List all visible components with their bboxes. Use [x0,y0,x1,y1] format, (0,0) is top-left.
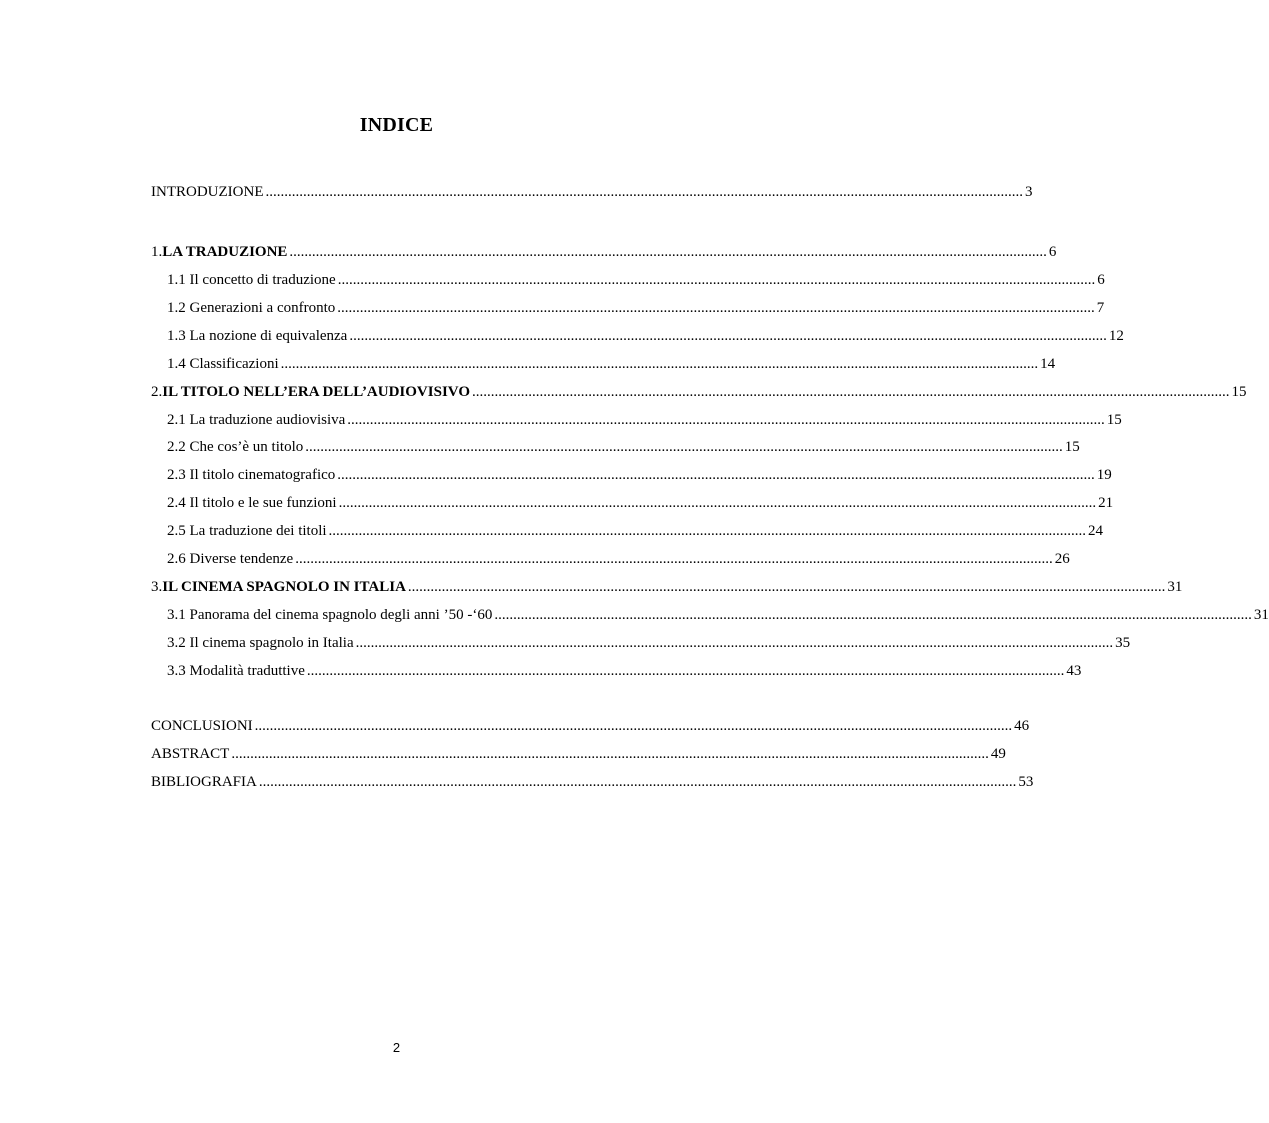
toc-entry-2-1[interactable] [167,410,1122,430]
toc-leader: .......................................................................................................................................................................................................... [280,356,1039,372]
toc-leader: .......................................................................................................................................................................................................... [265,184,1023,200]
toc-entry-bibliografia[interactable] [151,772,1034,792]
toc-leader: .......................................................................................................................................................................................................... [349,328,1107,344]
toc-page: 31 [1253,607,1269,623]
toc-label: INTRODUZIONE [151,184,264,200]
page-title: INDICE [359,114,434,136]
toc-page: 53 [1018,774,1034,790]
toc-entry-chapter-2[interactable] [151,382,1247,402]
toc-leader: .......................................................................................................................................................................................................... [305,439,1063,455]
toc-page: 12 [1108,328,1124,344]
toc-entry-2-5[interactable] [167,521,1104,541]
toc-entry-1-4[interactable] [167,354,1056,374]
toc-page: 46 [1014,718,1030,734]
toc-entry-chapter-3[interactable] [151,577,1183,597]
toc-leader: .......................................................................................................................................................................................................... [471,384,1230,400]
toc-label: 2.2 Che cos’è un titolo [167,439,304,455]
toc-label: 1.1 Il concetto di traduzione [167,272,336,288]
toc-leader: .......................................................................................................................................................................................................... [338,495,1097,511]
toc-page: 35 [1115,635,1131,651]
toc-leader: .......................................................................................................................................................................................................... [295,551,1053,567]
toc-label: 3.1 Panorama del cinema spagnolo degli anni ’50 -‘60 [167,607,493,623]
toc-entry-1-3[interactable] [167,326,1124,346]
toc-entry-3-2[interactable] [167,633,1131,653]
toc-leader: .......................................................................................................................................................................................................... [254,718,1013,734]
toc-leader: .......................................................................................................................................................................................................... [231,746,989,762]
toc-entry-3-1[interactable] [167,605,1269,625]
toc-label: 2.4 Il titolo e le sue funzioni [167,495,337,511]
toc-page: 49 [990,746,1006,762]
toc-chapter-number: 2. [151,384,163,400]
toc-leader: .......................................................................................................................................................................................................... [355,635,1114,651]
toc-leader: .......................................................................................................................................................................................................... [337,272,1096,288]
toc-entry-abstract[interactable] [151,744,1006,764]
toc-page: 7 [1096,300,1105,316]
toc-leader: .......................................................................................................................................................................................................... [337,467,1095,483]
toc-page: 24 [1088,523,1104,539]
toc-page: 21 [1098,495,1114,511]
toc-entry-chapter-1[interactable] [151,242,1057,262]
toc-label: BIBLIOGRAFIA [151,774,257,790]
toc-page: 43 [1066,663,1082,679]
toc-leader: .......................................................................................................................................................................................................... [347,412,1105,428]
toc-entry-3-3[interactable] [167,661,1082,681]
page-number: 2 [392,1040,401,1055]
toc-entry-1-2[interactable] [167,298,1105,318]
toc-page: 19 [1096,467,1112,483]
toc-label: 1.3 La nozione di equivalenza [167,328,348,344]
toc-label: 1.2 Generazioni a confronto [167,300,336,316]
toc-label: CONCLUSIONI [151,718,253,734]
toc-leader: .......................................................................................................................................................................................................... [337,300,1095,316]
toc-label: LA TRADUZIONE [162,244,288,260]
toc-page: 6 [1048,244,1057,260]
toc-page: 3 [1024,184,1033,200]
toc-entry-2-4[interactable] [167,493,1114,513]
toc-entry-2-3[interactable] [167,465,1112,485]
toc-label: 1.4 Classificazioni [167,356,279,372]
toc-label: 2.6 Diverse tendenze [167,551,294,567]
toc-page: 14 [1040,356,1056,372]
toc-chapter-number: 1. [151,244,163,260]
toc-label: 2.1 La traduzione audiovisiva [167,412,346,428]
toc-entry-introduzione[interactable] [151,182,1033,202]
toc-page: 15 [1106,412,1122,428]
toc-label: 2.5 La traduzione dei titoli [167,523,327,539]
toc-page: 15 [1064,439,1080,455]
toc-label: 3.3 Modalità traduttive [167,663,305,679]
toc-leader: .......................................................................................................................................................................................................... [289,244,1047,260]
toc-leader: .......................................................................................................................................................................................................... [407,579,1166,595]
toc-leader: .......................................................................................................................................................................................................... [328,523,1087,539]
toc-leader: .......................................................................................................................................................................................................... [494,607,1252,623]
toc-page: 6 [1097,272,1105,288]
toc-label: 3.2 Il cinema spagnolo in Italia [167,635,354,651]
toc-chapter-number: 3. [151,579,163,595]
toc-label: IL CINEMA SPAGNOLO IN ITALIA [162,579,406,595]
toc-entry-conclusioni[interactable] [151,716,1030,736]
toc-page: 31 [1167,579,1183,595]
toc-entry-1-1[interactable] [167,270,1105,290]
toc-leader: .......................................................................................................................................................................................................... [258,774,1017,790]
toc-label: IL TITOLO NELL’ERA DELL’AUDIOVISIVO [162,384,470,400]
toc-entry-2-2[interactable] [167,437,1080,457]
toc-label: ABSTRACT [151,746,230,762]
toc-page: 26 [1054,551,1070,567]
toc-label: 2.3 Il titolo cinematografico [167,467,336,483]
toc-entry-2-6[interactable] [167,549,1070,569]
toc-page: 15 [1231,384,1247,400]
toc-leader: .......................................................................................................................................................................................................... [306,663,1065,679]
